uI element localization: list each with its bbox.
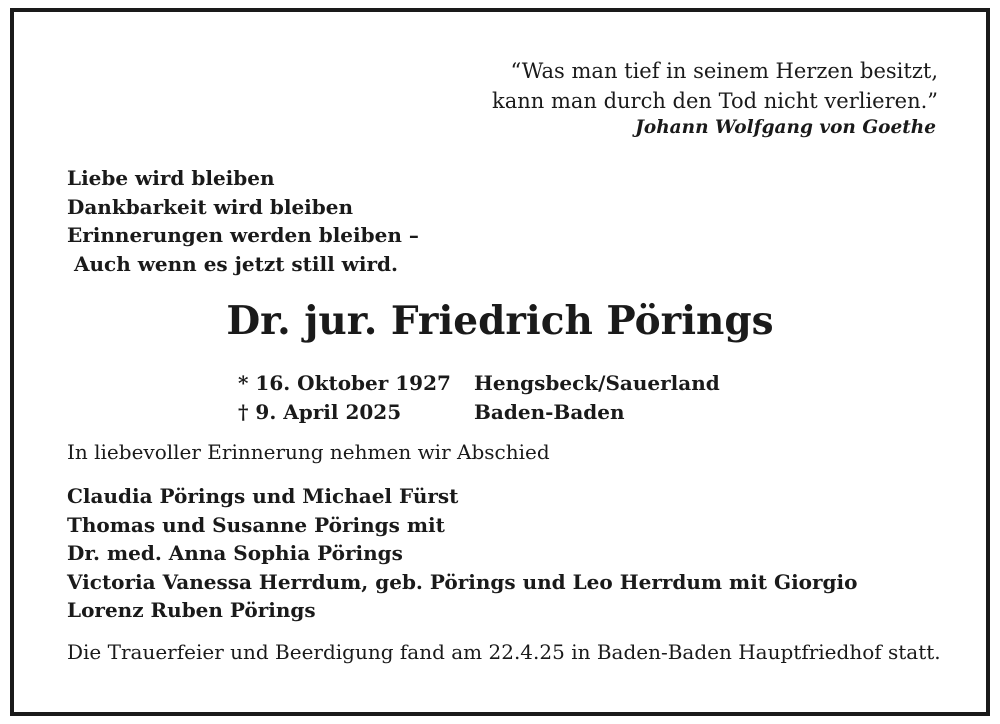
poem-line: Auch wenn es jetzt still wird. (67, 251, 398, 276)
birth-date: * 16. Oktober 1927 (238, 371, 451, 395)
life-places (474, 369, 720, 426)
quote-line-2: kann man durch den Tod nicht verlieren.” (491, 89, 938, 113)
poem (67, 164, 419, 278)
family-member: Victoria Vanessa Herrdum, geb. Pörings und Leo Herrdum mit Giorgio (67, 569, 858, 594)
quote (492, 56, 938, 116)
family-member: Lorenz Ruben Pörings (67, 598, 316, 622)
poem-line: Dankbarkeit wird bleiben (67, 194, 354, 219)
deceased-name: Dr. jur. Friedrich Pörings (226, 298, 774, 344)
family-member: Thomas und Susanne Pörings mit (67, 512, 445, 537)
family-member: Claudia Pörings und Michael Fürst (67, 484, 459, 508)
death-date: † 9. April 2025 (238, 399, 402, 424)
quote-line-1: “Was man tief in seinem Herzen besitzt, (510, 59, 938, 83)
poem-line: Liebe wird bleiben (67, 166, 275, 190)
quote-author: Johann Wolfgang von Goethe (635, 117, 936, 138)
family-list (67, 482, 857, 625)
family-member: Dr. med. Anna Sophia Pörings (67, 541, 403, 565)
farewell-text: In liebevoller Erinnerung nehmen wir Abschied (67, 440, 550, 464)
poem-line: Erinnerungen werden bleiben – (67, 223, 419, 247)
service-text: Die Trauerfeier und Beerdigung fand am 22.4.25 in Baden-Baden Hauptfriedhof statt. (67, 640, 941, 664)
birth-place: Hengsbeck/Sauerland (474, 371, 720, 395)
life-dates (238, 369, 451, 426)
death-place: Baden-Baden (474, 399, 625, 424)
